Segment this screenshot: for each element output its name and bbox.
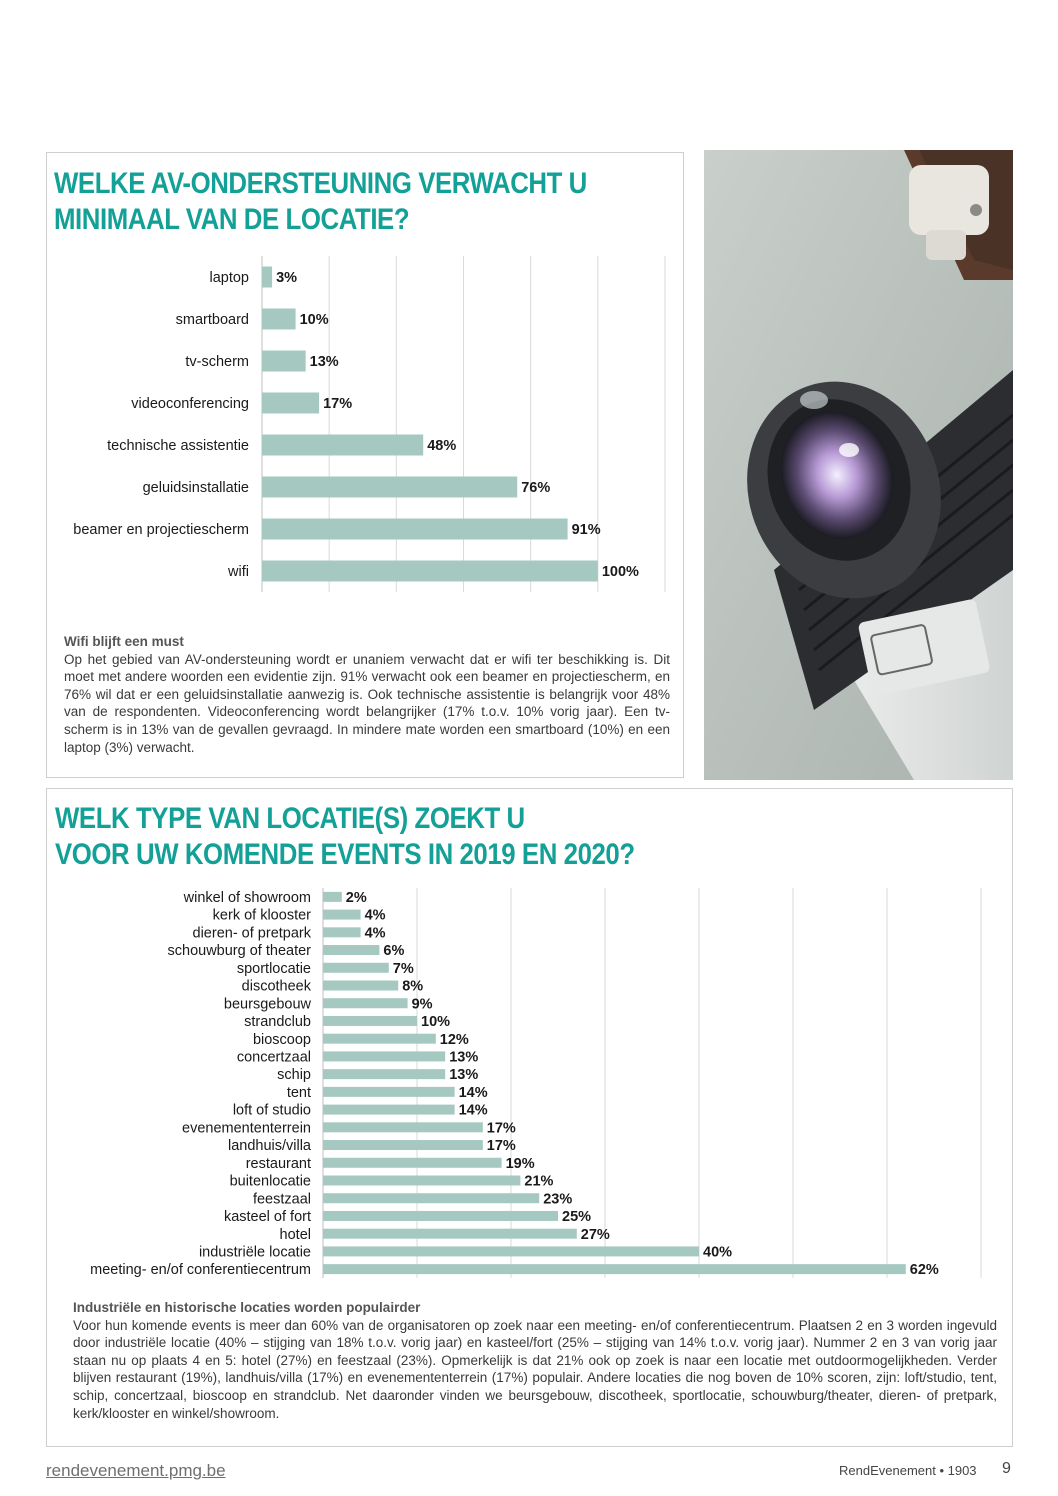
loc-value-label: 12% xyxy=(439,1031,469,1048)
location-type-panel xyxy=(46,788,1013,1447)
av-category-label: technische assistentie xyxy=(107,438,249,455)
av-value-label: 10% xyxy=(299,312,329,329)
loc-value-label: 10% xyxy=(421,1014,451,1031)
av-value-label: 91% xyxy=(571,522,601,539)
loc-value-label: 21% xyxy=(524,1173,554,1190)
loc-category-label: buitenlocatie xyxy=(229,1173,311,1190)
loc-value-label: 40% xyxy=(703,1244,733,1261)
location-type-text-body: Voor hun komende events is meer dan 60% van de organisatoren op zoek naar een meeting- en/of conferentiecentrum. Plaatsen 2 en 3 worden ingevuld door industriële locatie (40% – stijging van 18% t.o.v. vorig jaar) en kasteel/fort (25% – stijging van 14% t.o.v. vorig jaar). Nummer 2 en 3 van vorig jaar staan nu op plaats 4 en 5: hotel (27%) en feestzaal (23%). Opmerkelijk is dat 21% ook op zoek is naar een locatie met outdoormogelijkheden. Verder blijven restaurant (19%), landhuis/villa (17%) en evenemententerrein (17%) populair. Andere locaties die nog boven de 10% scoren, zijn: loft/studio, tent, schip, concertzaal, bioscoop en strandclub. Net daaronder vinden we beursgebouw, discotheek, sportlocatie, schouwburg/theater, dieren- of pretpark, kerk/klooster en winkel/showroom. xyxy=(73,1317,997,1421)
loc-category-label: winkel of showroom xyxy=(183,889,311,906)
footer-website-link[interactable]: rendevenement.pmg.be xyxy=(46,1461,226,1480)
loc-value-label: 25% xyxy=(562,1209,592,1226)
av-bar xyxy=(262,267,272,288)
loc-value-label: 62% xyxy=(909,1262,939,1279)
av-bar xyxy=(262,309,296,330)
av-value-label: 13% xyxy=(309,354,339,371)
location-type-title-line2: VOOR UW KOMENDE EVENTS IN 2019 EN 2020? xyxy=(55,838,635,871)
av-category-label: smartboard xyxy=(175,312,249,329)
loc-value-label: 8% xyxy=(402,978,424,995)
loc-category-label: strandclub xyxy=(244,1014,311,1031)
loc-value-label: 17% xyxy=(486,1138,516,1155)
loc-bar xyxy=(323,1051,445,1061)
loc-category-label: landhuis/villa xyxy=(227,1138,311,1155)
loc-bar xyxy=(323,910,361,920)
footer-issue: RendEvenement • 1903 xyxy=(839,1463,977,1478)
loc-category-label: dieren- of pretpark xyxy=(192,925,311,942)
loc-bar xyxy=(323,1211,558,1221)
loc-value-label: 13% xyxy=(449,1067,479,1084)
av-support-panel xyxy=(46,152,684,778)
loc-category-label: meeting- en/of conferentiecentrum xyxy=(90,1262,311,1279)
loc-category-label: loft of studio xyxy=(232,1102,311,1119)
av-category-label: wifi xyxy=(228,564,249,581)
av-value-label: 76% xyxy=(521,480,551,497)
av-category-label: beamer en projectiescherm xyxy=(73,522,249,539)
loc-category-label: hotel xyxy=(279,1226,311,1243)
av-value-label: 48% xyxy=(427,438,457,455)
loc-bar xyxy=(323,1087,455,1097)
loc-bar xyxy=(323,963,389,973)
loc-value-label: 19% xyxy=(505,1155,535,1172)
av-support-text-body: Op het gebied van AV-ondersteuning wordt er unaniem verwacht dat er wifi ter beschikking is. Dit moet met andere woorden een evidentie zijn. 91% verwacht ook een beamer en projectiescherm, en 76% wil dat er een geluidsinstallatie aanwezig is. Ook technische assistentie is belangrijk voor 48% van de respondenten. Videoconferencing wordt belangrijker (17% t.o.v. 10% vorig jaar). Een tv-scherm is in 13% van de gevallen gevraagd. In mindere mate worden een smartboard (10%) en een laptop (3%) verwacht. xyxy=(64,651,670,755)
loc-bar xyxy=(323,1176,520,1186)
location-type-text xyxy=(73,1299,997,1422)
loc-value-label: 7% xyxy=(392,960,414,977)
loc-category-label: feestzaal xyxy=(252,1191,311,1208)
loc-bar xyxy=(323,945,379,955)
loc-category-label: beursgebouw xyxy=(223,996,311,1013)
av-support-text-title: Wifi blijft een must xyxy=(64,634,184,649)
loc-bar xyxy=(323,927,361,937)
loc-bar xyxy=(323,1140,483,1150)
loc-category-label: evenemententerrein xyxy=(182,1120,311,1137)
loc-value-label: 9% xyxy=(411,996,433,1013)
loc-category-label: kasteel of fort xyxy=(223,1209,311,1226)
loc-bar xyxy=(323,1264,906,1274)
av-support-text xyxy=(64,633,670,756)
loc-bar xyxy=(323,1069,445,1079)
av-support-bar-chart xyxy=(47,248,683,598)
av-gridlines xyxy=(262,256,665,592)
location-type-title xyxy=(55,801,635,873)
loc-bar xyxy=(323,1246,699,1256)
av-bar xyxy=(262,519,568,540)
loc-value-label: 17% xyxy=(486,1120,516,1137)
av-value-label: 100% xyxy=(601,564,639,581)
av-category-label: videoconferencing xyxy=(131,396,249,413)
av-support-title xyxy=(54,166,587,238)
loc-category-label: concertzaal xyxy=(236,1049,311,1066)
loc-bar xyxy=(323,1105,455,1115)
loc-value-label: 13% xyxy=(449,1049,479,1066)
loc-category-label: discotheek xyxy=(241,978,311,995)
av-value-label: 17% xyxy=(323,396,353,413)
location-type-title-line1: WELK TYPE VAN LOCATIE(S) ZOEKT U xyxy=(55,802,525,835)
loc-category-label: bioscoop xyxy=(252,1031,311,1048)
loc-category-label: tent xyxy=(286,1084,311,1101)
av-category-label: geluidsinstallatie xyxy=(142,480,249,497)
loc-category-label: schip xyxy=(277,1067,311,1084)
av-support-title-line1: WELKE AV-ONDERSTEUNING VERWACHT U xyxy=(54,167,587,200)
av-bar xyxy=(262,477,517,498)
loc-category-label: sportlocatie xyxy=(236,960,311,977)
loc-bar xyxy=(323,998,408,1008)
loc-bar xyxy=(323,1016,417,1026)
loc-bar xyxy=(323,1229,577,1239)
loc-category-label: schouwburg of theater xyxy=(167,943,311,960)
page-number: 9 xyxy=(1002,1460,1011,1477)
loc-bar xyxy=(323,892,342,902)
loc-bar xyxy=(323,1034,436,1044)
av-bar xyxy=(262,393,319,414)
av-bar xyxy=(262,351,306,372)
loc-category-label: restaurant xyxy=(245,1155,311,1172)
av-support-title-line2: MINIMAAL VAN DE LOCATIE? xyxy=(54,203,410,236)
loc-value-label: 6% xyxy=(383,943,405,960)
av-value-label: 3% xyxy=(276,270,298,287)
location-type-bar-chart xyxy=(47,885,1012,1285)
location-type-text-title: Industriële en historische locaties worden populairder xyxy=(73,1300,421,1315)
loc-value-label: 4% xyxy=(364,907,386,924)
loc-bar xyxy=(323,1158,502,1168)
loc-bar xyxy=(323,1122,483,1132)
loc-value-label: 14% xyxy=(458,1102,488,1119)
loc-bar xyxy=(323,1193,539,1203)
loc-value-label: 4% xyxy=(364,925,386,942)
av-bar xyxy=(262,435,423,456)
av-category-label: laptop xyxy=(209,270,249,287)
projector-photo xyxy=(704,150,1013,780)
loc-bar xyxy=(323,981,398,991)
av-category-label: tv-scherm xyxy=(185,354,249,371)
av-bar xyxy=(262,561,598,582)
loc-value-label: 27% xyxy=(580,1226,610,1243)
loc-value-label: 14% xyxy=(458,1084,488,1101)
loc-category-label: kerk of klooster xyxy=(212,907,311,924)
loc-category-label: industriële locatie xyxy=(198,1244,311,1261)
loc-value-label: 23% xyxy=(543,1191,573,1208)
loc-value-label: 2% xyxy=(345,889,367,906)
